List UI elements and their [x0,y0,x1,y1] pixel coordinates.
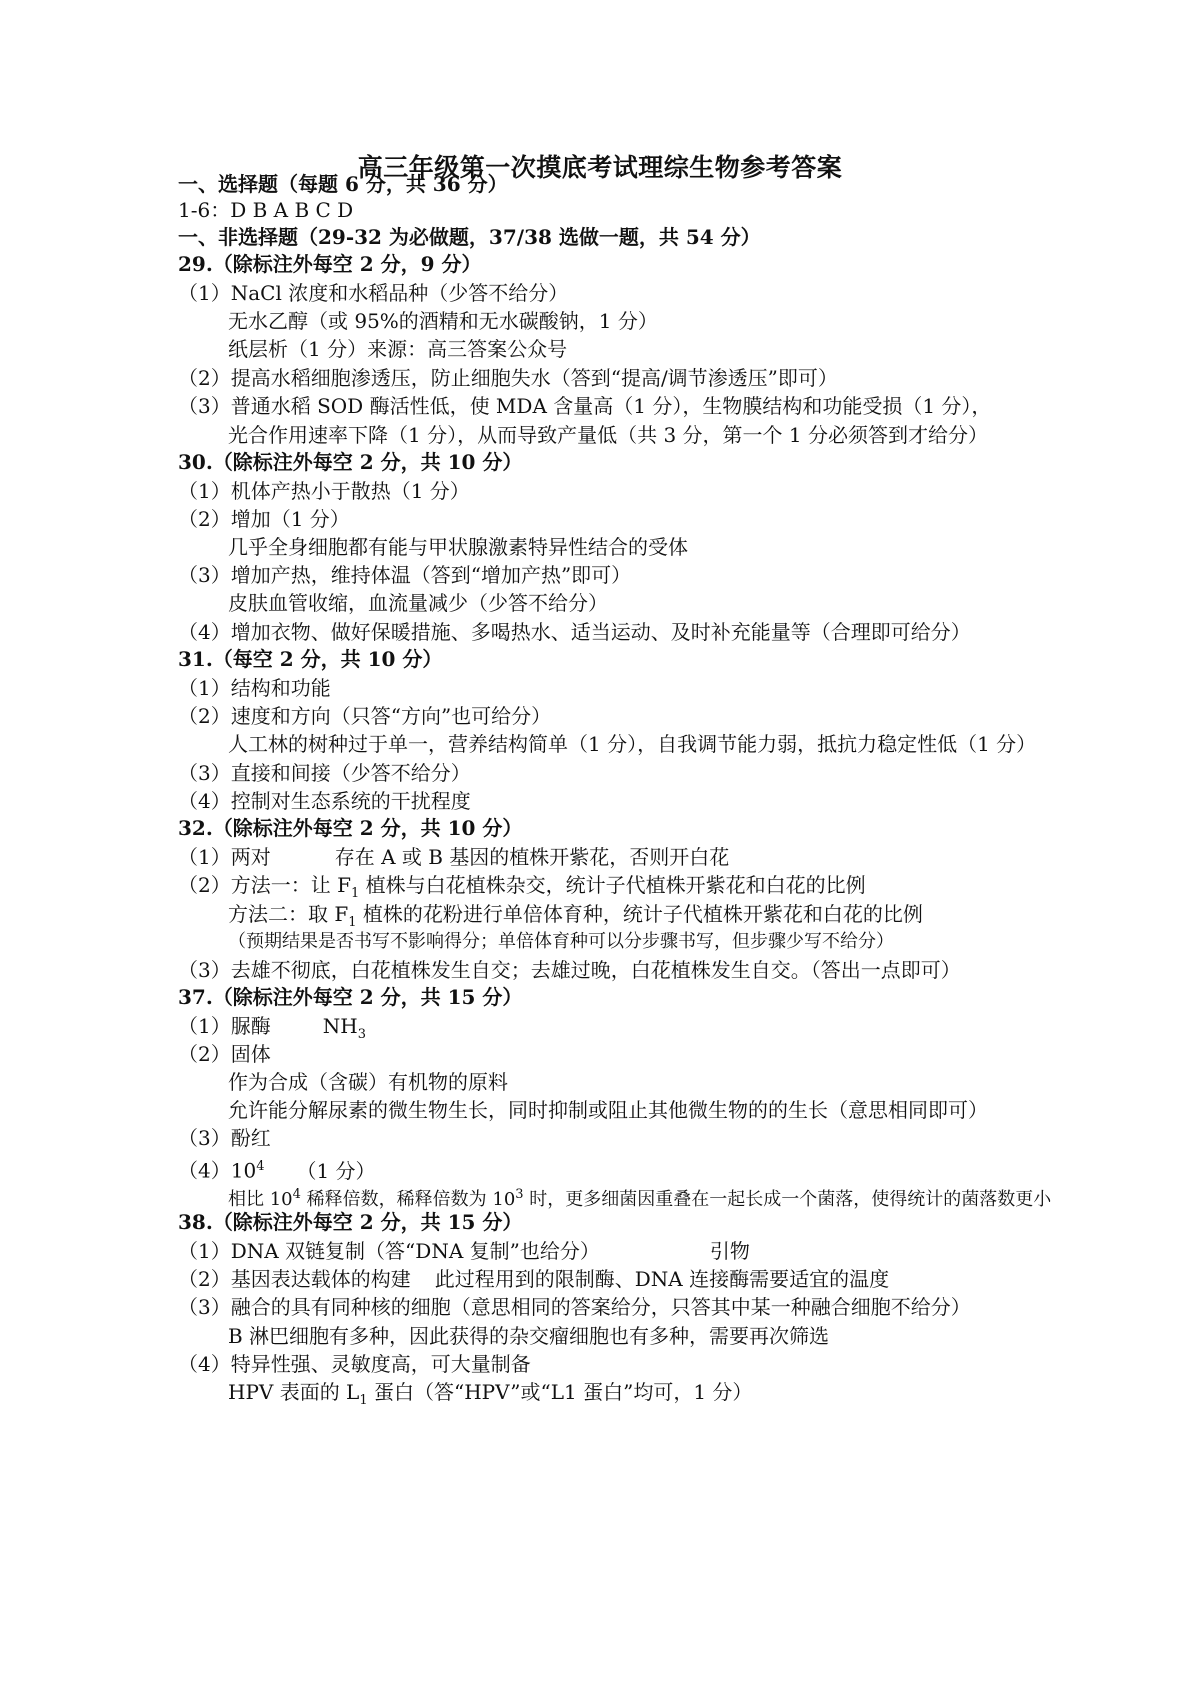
q38-line-2-answer-b: 此过程用到的限制酶、DNA 连接酶需要适宜的温度 [434,1267,890,1291]
q31-line-3: 人工林的树种过于单一，营养结构简单（1 分），自我调节能力弱，抵抗力稳定性低（1 分） [228,732,1037,756]
q37-line-6-superscript: 4 [256,1159,265,1174]
q38-line-2 [178,1267,889,1291]
q37-line-5: （3）酚红 [178,1126,271,1150]
q29-heading: 29.（除标注外每空 2 分，9 分） [178,252,482,276]
q31-line-4: （3）直接和间接（少答不给分） [178,761,471,785]
q29-line-5: （3）普通水稻 SOD 酶活性低，使 MDA 含量高（1 分），生物膜结构和功能受损（1 分）， [178,394,992,418]
q31-line-5: （4）控制对生态系统的干扰程度 [178,789,471,813]
q30-line-6: （4）增加衣物、做好保暖措施、多喝热水、适当运动、及时补充能量等（合理即可给分） [178,620,971,644]
q30-line-5: 皮肤血管收缩，血流量减少（少答不给分） [228,591,608,615]
q37-line-4: 允许能分解尿素的微生物生长，同时抑制或阻止其他微生物的的生长（意思相同即可） [228,1098,988,1122]
q30-heading: 30.（除标注外每空 2 分，共 10 分） [178,450,523,474]
q29-line-2: 无水乙醇（或 95%的酒精和无水碳酸钠，1 分） [228,309,658,333]
q37-line-1-answer-a: （1）脲酶 [178,1014,271,1038]
q38-line-5: （4）特异性强、灵敏度高，可大量制备 [178,1352,531,1376]
q37-line-7-superscript-1: 4 [292,1187,301,1202]
q38-heading: 38.（除标注外每空 2 分，共 15 分） [178,1210,523,1234]
q38-line-6-subscript: 1 [359,1393,368,1408]
q32-line-2-part-a: （2）方法一：让 F [178,873,351,897]
q37-line-7-part-c: 时，更多细菌因重叠在一起长成一个菌落，使得统计的菌落数更小 [523,1189,1052,1210]
section2-heading: 一、非选择题（29-32 为必做题，37/38 选做一题，共 54 分） [178,225,761,249]
q37-line-3: 作为合成（含碳）有机物的原料 [228,1070,508,1094]
q30-line-3: 几乎全身细胞都有能与甲状腺激素特异性结合的受体 [228,535,688,559]
q37-line-1-subscript: 3 [357,1027,366,1042]
q38-line-4: B 淋巴细胞有多种，因此获得的杂交瘤细胞也有多种，需要再次筛选 [228,1324,830,1348]
q32-line-3-subscript: 1 [348,915,357,930]
q31-line-1: （1）结构和功能 [178,676,331,700]
q37-line-6-answer-b: （1 分） [296,1158,376,1183]
q37-line-7-superscript-2: 3 [515,1187,524,1202]
q29-line-3: 纸层析（1 分）来源：高三答案公众号 [228,337,568,361]
page-title: 高三年级第一次摸底考试理综生物参考答案 [357,153,843,182]
q30-line-2: （2）增加（1 分） [178,507,350,531]
q32-line-3-part-a: 方法二：取 F [228,902,349,926]
q37-line-7-part-a: 相比 10 [228,1189,293,1210]
q30-line-1: （1）机体产热小于散热（1 分） [178,479,470,503]
q38-line-1 [178,1239,750,1263]
q37-line-6-answer-a: （4）10 [178,1158,257,1183]
q31-heading: 31.（每空 2 分，共 10 分） [178,647,443,671]
q29-line-1: （1）NaCl 浓度和水稻品种（少答不给分） [178,281,569,305]
q38-line-3: （3）融合的具有同种核的细胞（意思相同的答案给分，只答其中某一种融合细胞不给分） [178,1295,971,1319]
q30-line-4: （3）增加产热，维持体温（答到“增加产热”即可） [178,563,632,587]
q38-line-2-answer-a: （2）基因表达载体的构建 [178,1267,411,1291]
q37-line-1-answer-b: NH [322,1014,358,1038]
q29-line-6: 光合作用速率下降（1 分），从而导致产量低（共 3 分，第一个 1 分必须答到才给分） [228,423,988,447]
q32-line-2-part-b: 植株与白花植株杂交，统计子代植株开紫花和白花的比例 [359,873,866,897]
q32-line-3-part-b: 植株的花粉进行单倍体育种，统计子代植株开紫花和白花的比例 [356,902,923,926]
q38-line-1-answer-b: 引物 [709,1239,750,1263]
q29-line-4: （2）提高水稻细胞渗透压，防止细胞失水（答到“提高/调节渗透压”即可） [178,366,838,390]
q38-line-6-part-a: HPV 表面的 L [228,1380,360,1404]
q38-line-6-part-b: 蛋白（答“HPV”或“L1 蛋白”均可，1 分） [367,1380,753,1404]
q37-line-2: （2）固体 [178,1042,271,1066]
q32-line-4: （预期结果是否书写不影响得分；单倍体育种可以分步骤书写，但步骤少写不给分） [228,931,894,952]
q32-line-2-subscript: 1 [350,886,360,901]
q32-line-1-answer-a: （1）两对 [178,845,271,869]
q38-line-6 [228,1380,752,1413]
q37-line-7-part-b: 稀释倍数，稀释倍数为 10 [300,1189,516,1210]
q32-heading: 32.（除标注外每空 2 分，共 10 分） [178,816,523,840]
section1-answers: 1-6：D B A B C D [178,198,354,222]
q32-line-5: （3）去雄不彻底，白花植株发生自交；去雄过晚，白花植株发生自交。（答出一点即可） [178,958,961,982]
q31-line-2: （2）速度和方向（只答“方向”也可给分） [178,704,552,728]
q37-line-7 [228,1183,1051,1212]
q32-line-1-answer-b: 存在 A 或 B 基因的植株开紫花，否则开白花 [334,845,730,869]
section1-heading: 一、选择题（每题 6 分，共 36 分） [178,172,508,196]
q37-heading: 37.（除标注外每空 2 分，共 15 分） [178,985,523,1009]
q38-line-1-answer-a: （1）DNA 双链复制（答“DNA 复制”也给分） [178,1239,600,1263]
q37-line-6 [178,1155,376,1183]
q32-line-1 [178,845,729,869]
